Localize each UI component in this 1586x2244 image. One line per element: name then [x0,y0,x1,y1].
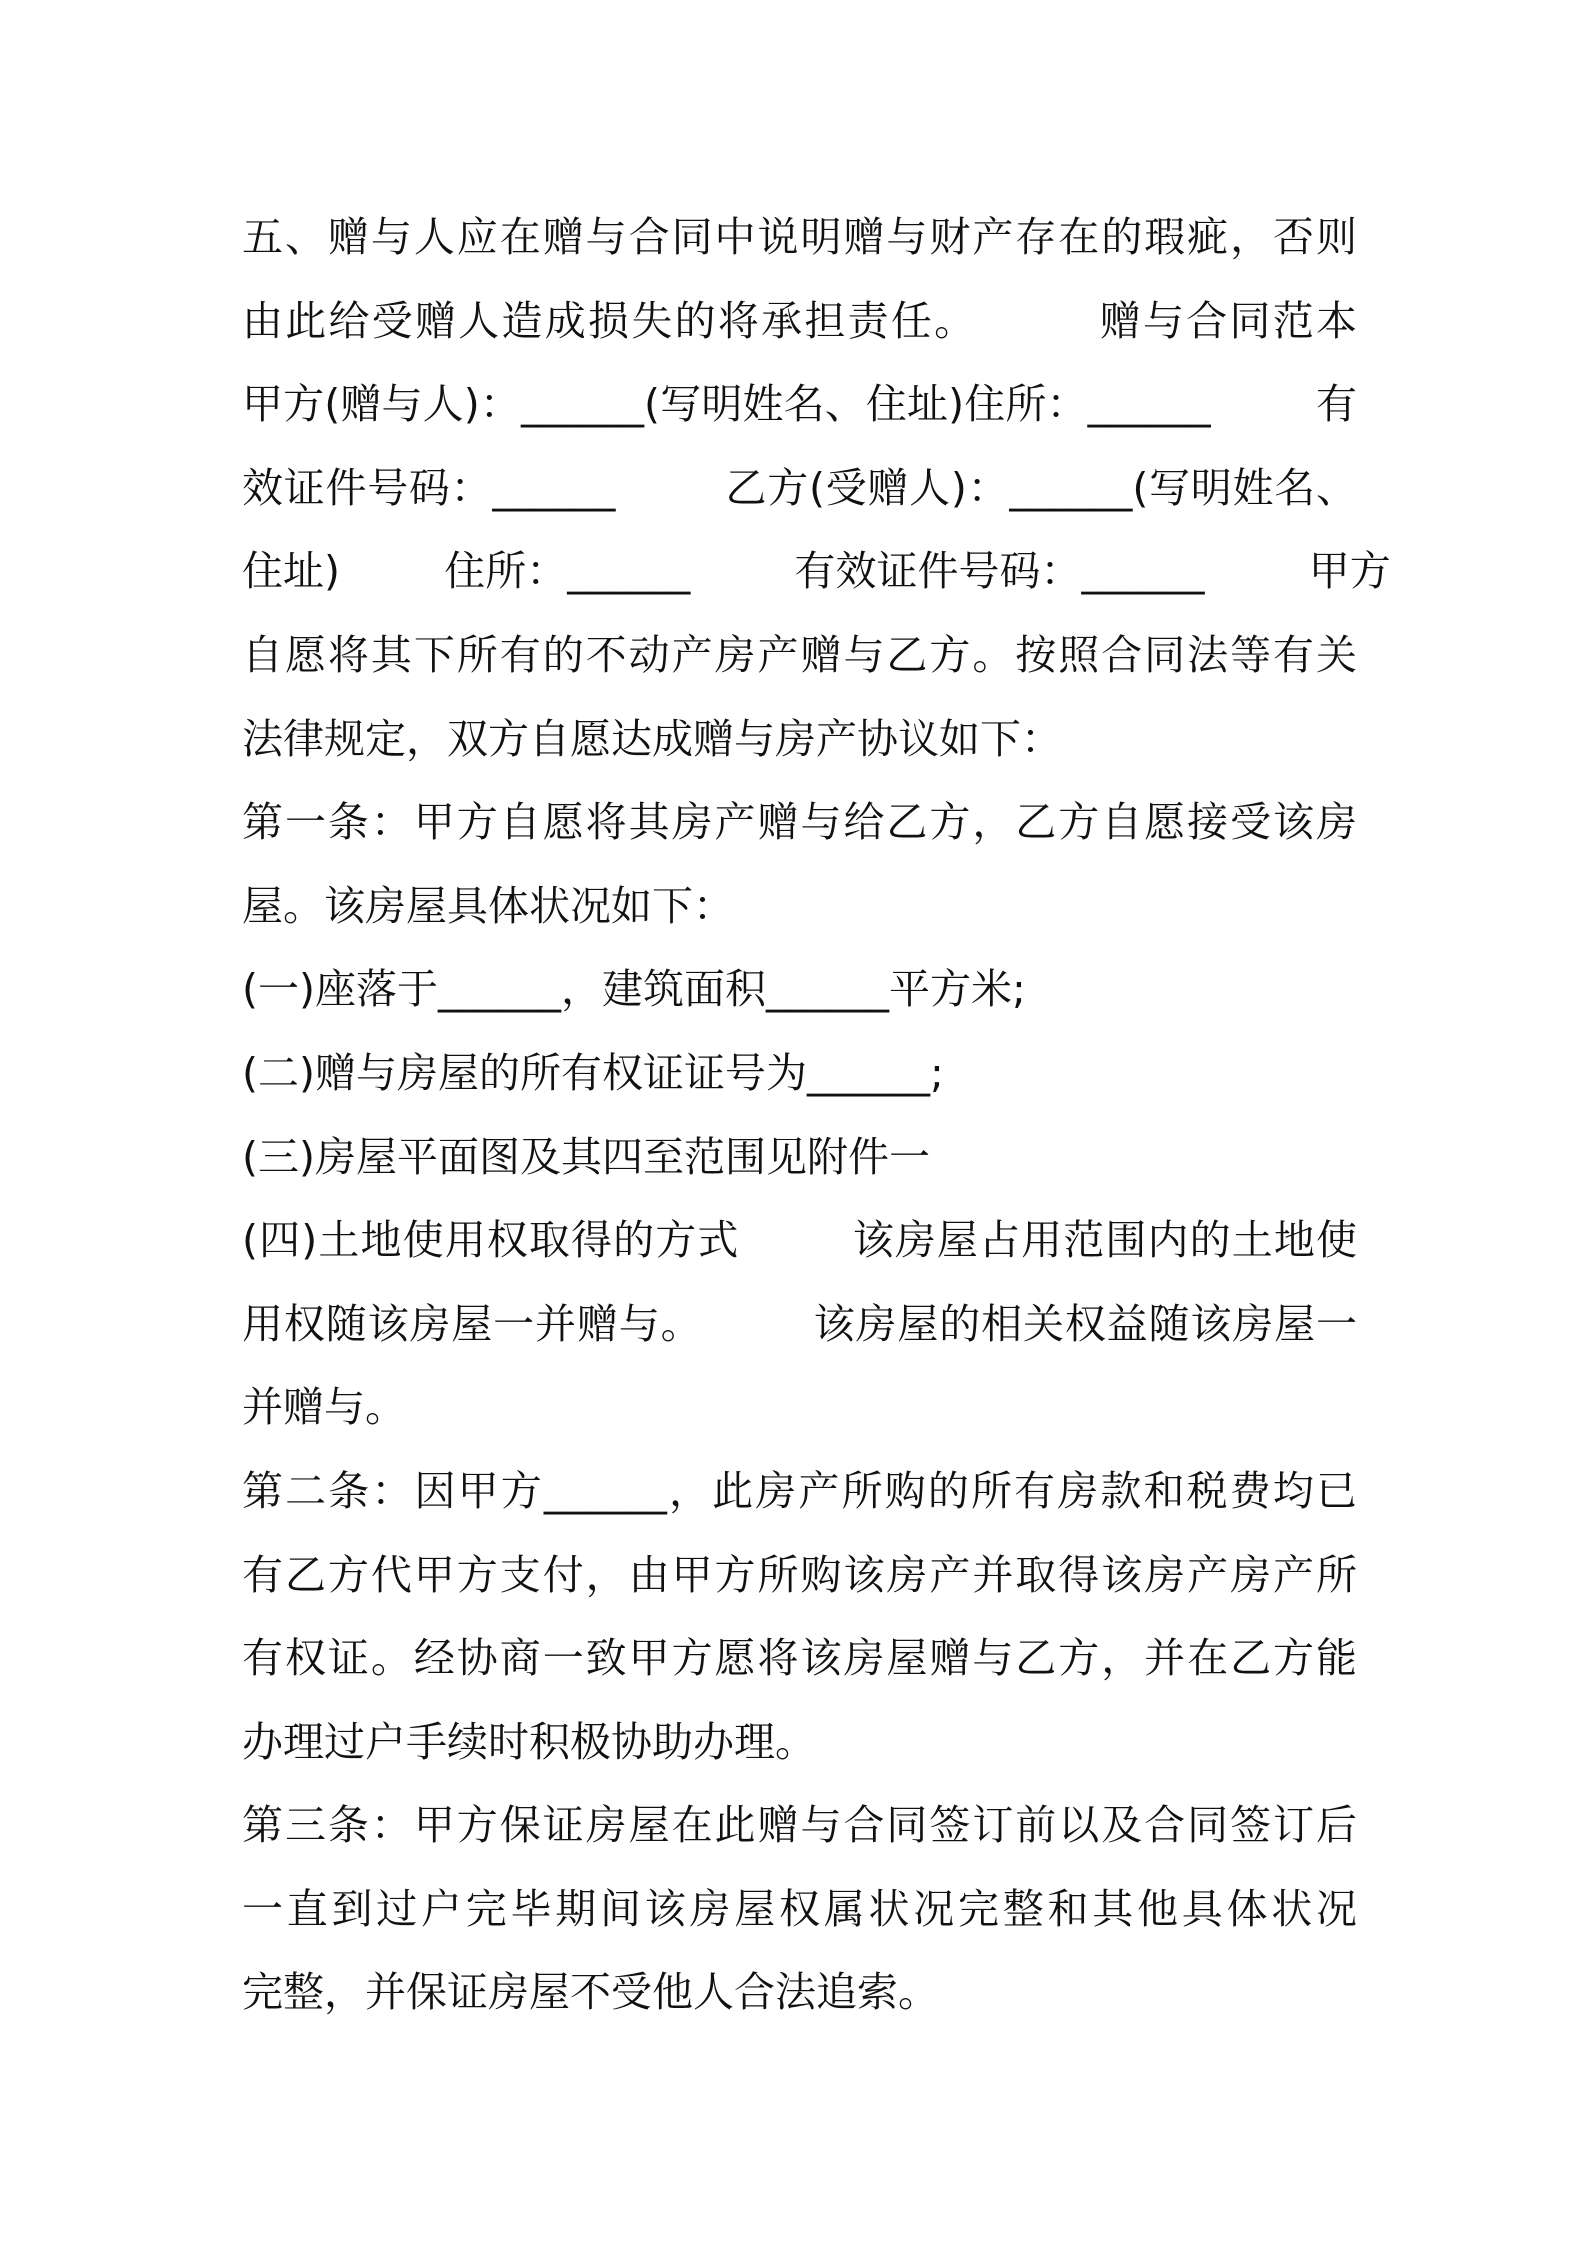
text-line-17: 有乙方代甲方支付，由甲方所购该房产并取得该房产房产所 [242,1550,1357,1599]
text-line-5: 住址) 住所：______ 有效证件号码：______ 甲方 [242,547,1391,596]
contract-body [242,196,1391,2035]
text-line-7: 法律规定，双方自愿达成赠与房产协议如下： [242,714,1062,763]
text-line-6: 自愿将其下所有的不动产房产赠与乙方。按照合同法等有关 [242,630,1357,679]
text-line-22: 完整，并保证房屋不受他人合法追索。 [242,1968,939,2017]
text-line-1: 五、赠与人应在赠与合同中说明赠与财产存在的瑕疵，否则 [242,213,1357,261]
text-line-15: 并赠与。 [242,1383,406,1432]
text-line-2: 由此给受赠人造成损失的将承担责任。 赠与合同范本 [242,296,1357,345]
text-line-21: 一直到过户完毕期间该房屋权属状况完整和其他具体状况 [242,1884,1357,1933]
text-line-11: (二)赠与房屋的所有权证证号为______; [242,1048,944,1097]
text-line-14: 用权随该房屋一并赠与。 该房屋的相关权益随该房屋一 [242,1299,1357,1348]
text-line-19: 办理过户手续时积极协助办理。 [242,1717,816,1766]
text-line-13: (四)土地使用权取得的方式 该房屋占用范围内的土地使 [242,1216,1357,1265]
text-line-4: 效证件号码：______ 乙方(受赠人)：______(写明姓名、 [242,463,1357,512]
text-line-8: 第一条：甲方自愿将其房产赠与给乙方，乙方自愿接受该房 [242,798,1357,847]
text-line-12: (三)房屋平面图及其四至范围见附件一 [242,1132,930,1181]
text-line-3: 甲方(赠与人)：______(写明姓名、住址)住所：______ 有 [242,380,1357,429]
text-line-9: 屋。该房屋具体状况如下： [242,881,734,930]
text-line-18: 有权证。经协商一致甲方愿将该房屋赠与乙方，并在乙方能 [242,1634,1357,1683]
text-line-16: 第二条：因甲方______，此房产所购的所有房款和税费均已 [242,1466,1357,1515]
text-line-10: (一)座落于______，建筑面积______平方米; [242,965,1026,1014]
text-line-20: 第三条：甲方保证房屋在此赠与合同签订前以及合同签订后 [242,1801,1357,1850]
